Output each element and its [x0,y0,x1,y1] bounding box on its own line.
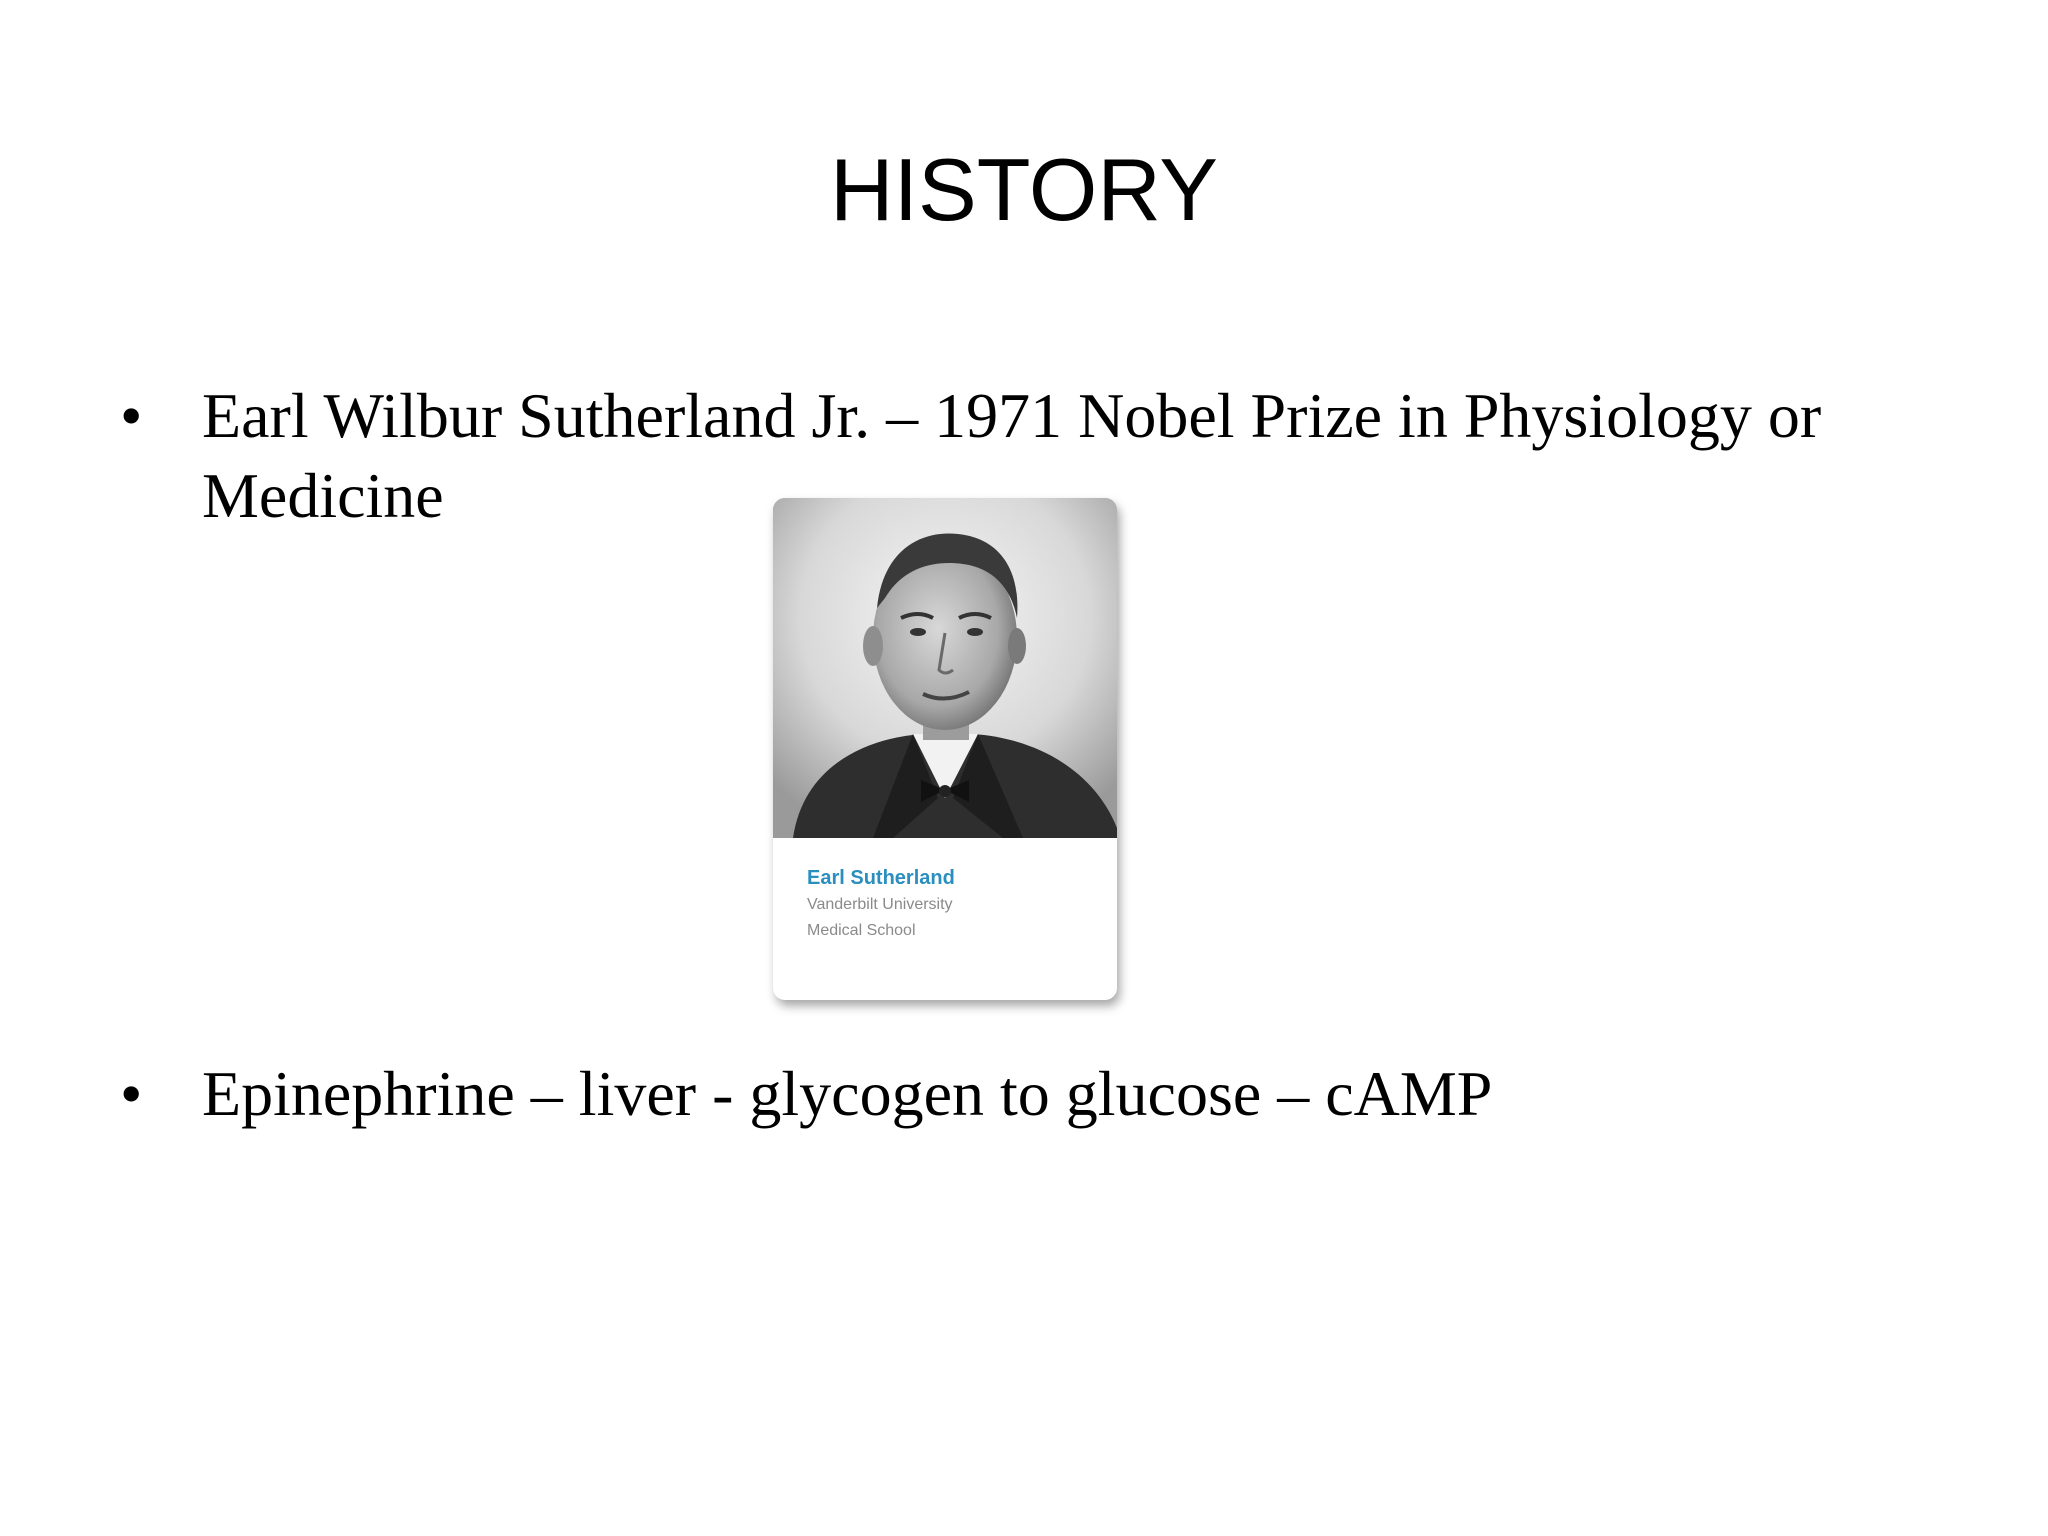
bullet-marker: • [120,1058,143,1129]
photo-caption [807,864,1107,944]
caption-name: Earl Sutherland [807,867,955,889]
portrait-illustration [773,498,1117,838]
bullet-text: Earl Wilbur Sutherland Jr. – 1971 Nobel Prize in Physiology or Medicine [202,380,1822,531]
slide-title: HISTORY [830,140,1218,239]
caption-affiliation-line2: Medical School [807,922,916,939]
bullet-text: Epinephrine – liver - glycogen to glucose – cAMP [202,1058,1493,1129]
caption-affiliation-line1: Vanderbilt University [807,896,953,913]
photo-card [773,498,1117,1000]
portrait-photo [773,498,1117,838]
bullet-marker: • [120,380,143,451]
